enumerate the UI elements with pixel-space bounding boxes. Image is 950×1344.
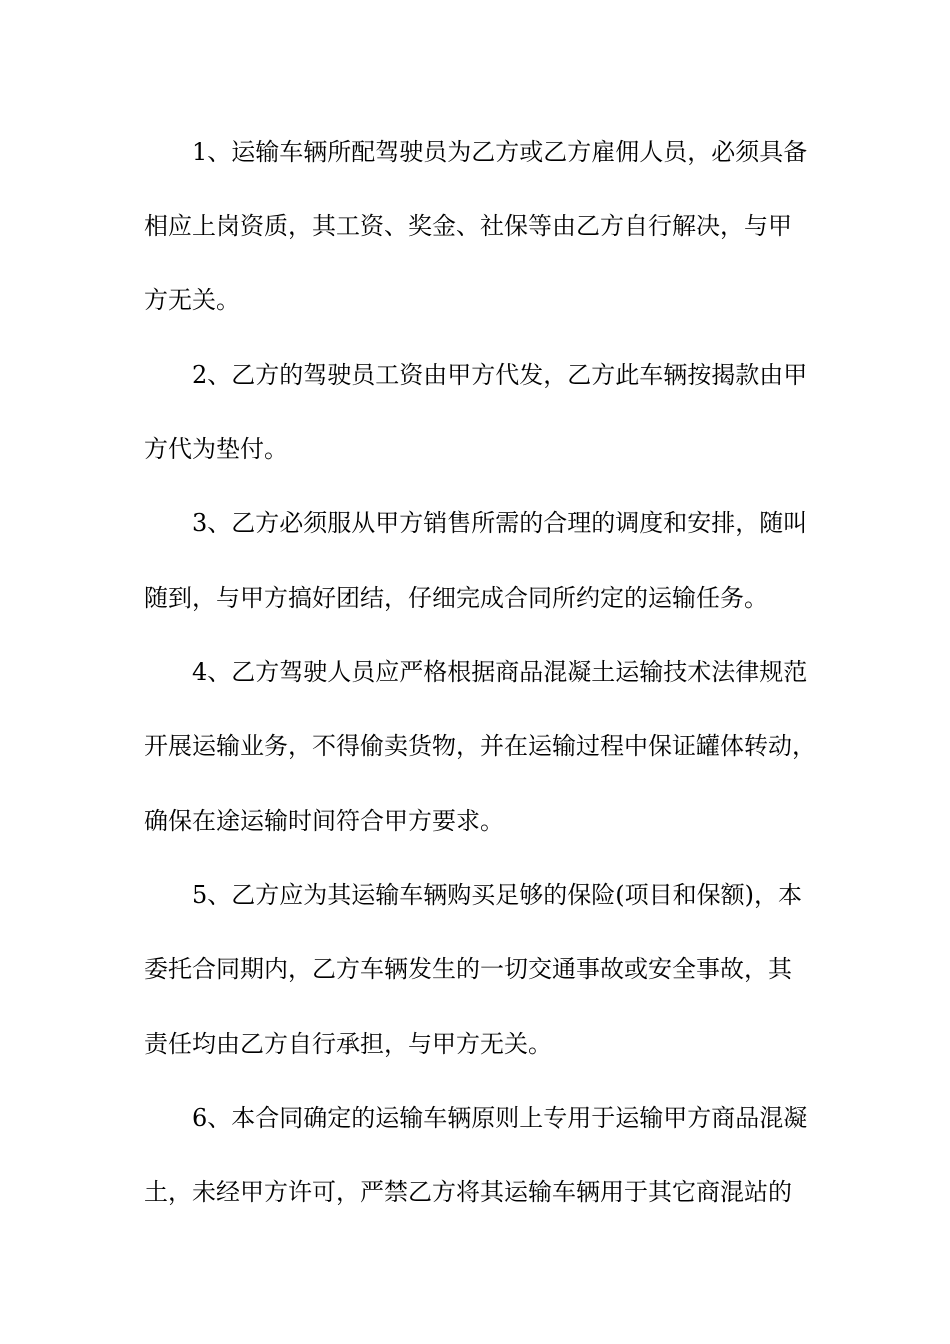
clause-5-line-2: 委托合同期内，乙方车辆发生的一切交通事故或安全事故，其 bbox=[144, 955, 792, 983]
clause-4-line-2: 开展运输业务，不得偷卖货物，并在运输过程中保证罐体转动， bbox=[144, 732, 816, 760]
clause-6-line-1: 6、本合同确定的运输车辆原则上专用于运输甲方商品混凝 bbox=[192, 1104, 808, 1132]
clause-1-line-1: 1、运输车辆所配驾驶员为乙方或乙方雇佣人员，必须具备 bbox=[192, 138, 808, 166]
clause-5-line-3: 责任均由乙方自行承担，与甲方无关。 bbox=[144, 1030, 552, 1058]
clause-2-line-1: 2、乙方的驾驶员工资由甲方代发，乙方此车辆按揭款由甲 bbox=[192, 361, 808, 389]
clause-5-line-1: 5、乙方应为其运输车辆购买足够的保险(项目和保额)，本 bbox=[192, 881, 802, 909]
clause-6-line-2: 土，未经甲方许可，严禁乙方将其运输车辆用于其它商混站的 bbox=[144, 1178, 792, 1206]
clause-1-line-2: 相应上岗资质，其工资、奖金、社保等由乙方自行解决，与甲 bbox=[144, 212, 792, 240]
clause-3-line-2: 随到，与甲方搞好团结，仔细完成合同所约定的运输任务。 bbox=[144, 584, 768, 612]
clause-4-line-1: 4、乙方驾驶人员应严格根据商品混凝土运输技术法律规范 bbox=[192, 658, 808, 686]
clause-4-line-3: 确保在途运输时间符合甲方要求。 bbox=[144, 807, 504, 835]
clause-3-line-1: 3、乙方必须服从甲方销售所需的合理的调度和安排，随叫 bbox=[192, 509, 808, 537]
clause-1-line-3: 方无关。 bbox=[144, 286, 240, 314]
clause-2-line-2: 方代为垫付。 bbox=[144, 435, 288, 463]
